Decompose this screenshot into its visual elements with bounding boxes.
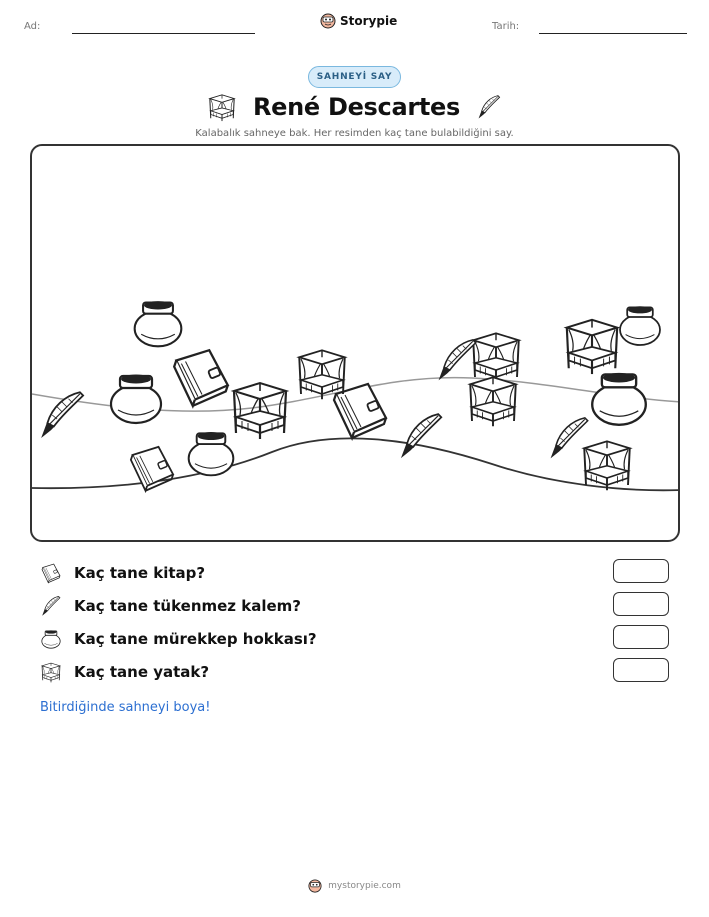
answer-box-quills[interactable] xyxy=(613,592,669,616)
answer-box-books[interactable] xyxy=(613,559,669,583)
book xyxy=(174,350,228,406)
scene-illustration xyxy=(32,146,680,542)
name-input-line[interactable] xyxy=(72,33,255,34)
canopy-bed xyxy=(567,320,617,374)
date-label: Tarih: xyxy=(492,21,520,32)
name-label: Ad: xyxy=(24,21,41,32)
question-text: Kaç tane tükenmez kalem? xyxy=(74,597,301,615)
question-ink-pots xyxy=(40,625,317,653)
storypie-logo xyxy=(320,13,397,29)
instructions: Kalabalık sahneye bak. Her resimden kaç tane bulabildiğini say. xyxy=(195,128,514,139)
ink-pot-icon xyxy=(40,628,62,650)
ink-pot xyxy=(135,301,182,346)
coloring-instruction: Bitirdiğinde sahneyi boya! xyxy=(40,700,211,715)
footer xyxy=(0,879,709,893)
answer-box-ink-pots[interactable] xyxy=(613,625,669,649)
title-row xyxy=(0,90,709,124)
quill-pen-icon xyxy=(476,92,502,122)
canopy-bed xyxy=(234,383,286,439)
book xyxy=(334,384,386,438)
book-icon xyxy=(40,562,62,584)
canopy-bed-icon xyxy=(207,92,237,122)
quill-pen xyxy=(552,418,588,457)
quill-pen xyxy=(402,414,441,456)
quill-pen-icon xyxy=(40,595,62,617)
activity-badge: SAHNEYİ SAY xyxy=(308,66,401,88)
question-quills xyxy=(40,592,301,620)
ink-pot xyxy=(111,375,161,424)
question-text: Kaç tane yatak? xyxy=(74,663,210,681)
date-input-line[interactable] xyxy=(539,33,687,34)
question-text: Kaç tane mürekkep hokkası? xyxy=(74,630,317,648)
quill-pen xyxy=(440,340,476,379)
canopy-bed-icon xyxy=(40,661,62,683)
question-text: Kaç tane kitap? xyxy=(74,564,206,582)
brand-name: Storypie xyxy=(340,14,398,28)
question-beds xyxy=(40,658,209,686)
storypie-mascot-icon xyxy=(320,13,336,29)
counting-scene xyxy=(30,144,680,542)
storypie-mascot-icon xyxy=(308,879,322,893)
question-books xyxy=(40,559,205,587)
canopy-bed xyxy=(584,441,630,490)
answer-box-beds[interactable] xyxy=(613,658,669,682)
ink-pot xyxy=(592,373,646,425)
footer-url[interactable]: mystorypie.com xyxy=(328,881,401,891)
canopy-bed xyxy=(470,377,516,426)
ink-pot xyxy=(620,306,660,345)
ink-pot xyxy=(189,432,234,475)
canopy-bed xyxy=(473,333,519,382)
page-title: René Descartes xyxy=(252,93,461,121)
